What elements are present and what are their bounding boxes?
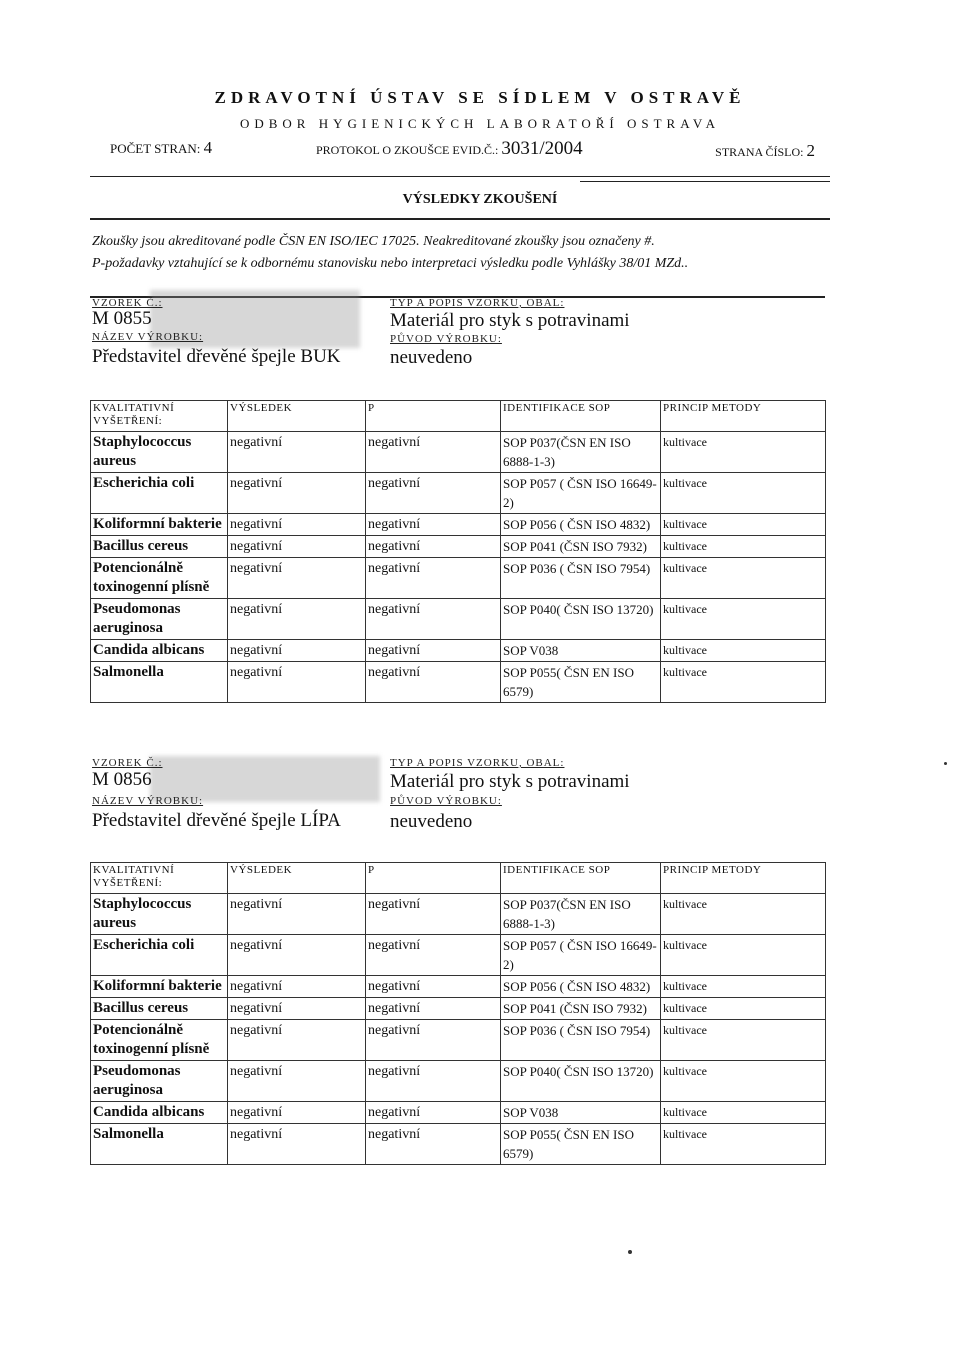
col-header-result: VÝSLEDEK (228, 863, 366, 894)
sop-cell: SOP P036 ( ČSN ISO 7954) (501, 558, 661, 599)
p-cell: negativní (366, 599, 501, 640)
method-cell: kultivace (661, 998, 826, 1020)
organism-cell: Salmonella (91, 1124, 228, 1165)
sample-1-product: Představitel dřevěné špejle BUK (92, 346, 341, 367)
p-cell: negativní (366, 662, 501, 703)
p-cell: negativní (366, 1020, 501, 1061)
result-cell: negativní (228, 998, 366, 1020)
sample-2-product: Představitel dřevěné špejle LÍPA (92, 810, 341, 831)
table-row (91, 1124, 826, 1165)
method-cell: kultivace (661, 599, 826, 640)
results-table-2 (90, 862, 826, 1165)
method-cell: kultivace (661, 558, 826, 599)
method-cell: kultivace (661, 976, 826, 998)
result-cell: negativní (228, 1061, 366, 1102)
sample-2-id-label: VZOREK Č.: (92, 757, 163, 769)
sample-2-id: M 0856 (92, 769, 152, 790)
sop-cell: SOP V038 (501, 1102, 661, 1124)
method-cell: kultivace (661, 432, 826, 473)
organism-cell: Koliformní bakterie (91, 514, 228, 536)
method-cell: kultivace (661, 935, 826, 976)
p-cell: negativní (366, 894, 501, 935)
p-cell: negativní (366, 935, 501, 976)
requirements-note: P-požadavky vztahující se k odbornému stanovisku nebo interpretaci výsledku podle Vyhlášky 38/01 MZd.. (92, 256, 689, 271)
table-row (91, 514, 826, 536)
result-cell: negativní (228, 514, 366, 536)
table-row (91, 473, 826, 514)
p-cell: negativní (366, 536, 501, 558)
sample-2-type-label: TYP A POPIS VZORKU, OBAL: (390, 757, 565, 769)
page-count (110, 138, 212, 158)
organism-cell: Staphylococcus aureus (91, 894, 228, 935)
method-cell: kultivace (661, 1102, 826, 1124)
sop-cell: SOP P040( ČSN ISO 13720) (501, 599, 661, 640)
p-cell: negativní (366, 640, 501, 662)
sample-1-product-label: NÁZEV VÝROBKU: (92, 331, 204, 343)
organism-cell: Escherichia coli (91, 935, 228, 976)
method-cell: kultivace (661, 536, 826, 558)
sop-cell: SOP P041 (ČSN ISO 7932) (501, 998, 661, 1020)
section-divider (90, 218, 830, 220)
institution-title: ZDRAVOTNÍ ÚSTAV SE SÍDLEM V OSTRAVĚ (214, 88, 746, 107)
p-cell: negativní (366, 998, 501, 1020)
table-row (91, 1102, 826, 1124)
table-row (91, 432, 826, 473)
sample-1-origin: neuvedeno (390, 347, 473, 368)
table-row (91, 894, 826, 935)
sample-1-type: Materiál pro styk s potravinami (390, 310, 630, 331)
department-subtitle: ODBOR HYGIENICKÝCH LABORATOŘÍ OSTRAVA (239, 116, 721, 131)
sop-cell: SOP P055( ČSN EN ISO 6579) (501, 1124, 661, 1165)
table-row (91, 1061, 826, 1102)
result-cell: negativní (228, 935, 366, 976)
method-cell: kultivace (661, 1124, 826, 1165)
method-cell: kultivace (661, 1020, 826, 1061)
p-cell: negativní (366, 976, 501, 998)
page-number-value: 2 (806, 141, 815, 160)
table-row (91, 935, 826, 976)
result-cell: negativní (228, 558, 366, 599)
method-cell: kultivace (661, 662, 826, 703)
protocol-number-value: 3031/2004 (501, 138, 583, 159)
table-row (91, 976, 826, 998)
scan-speck (628, 1250, 632, 1254)
p-cell: negativní (366, 1061, 501, 1102)
col-header-p: P (366, 401, 501, 432)
col-header-test: KVALITATIVNÍ VYŠETŘENÍ: (91, 401, 228, 432)
p-cell: negativní (366, 1102, 501, 1124)
organism-cell: Potencionálně toxinogenní plísně (91, 558, 228, 599)
p-cell: negativní (366, 473, 501, 514)
organism-cell: Salmonella (91, 662, 228, 703)
p-cell: negativní (366, 558, 501, 599)
method-cell: kultivace (661, 1061, 826, 1102)
sample-1-origin-label: PŮVOD VÝROBKU: (390, 333, 502, 345)
col-header-method: PRINCIP METODY (661, 401, 826, 432)
col-header-result: VÝSLEDEK (228, 401, 366, 432)
p-cell: negativní (366, 1124, 501, 1165)
table-row (91, 998, 826, 1020)
p-cell: negativní (366, 432, 501, 473)
results-table-1 (90, 400, 826, 703)
table-row (91, 1020, 826, 1061)
result-cell: negativní (228, 473, 366, 514)
table-header-row (91, 863, 826, 894)
sop-cell: SOP P036 ( ČSN ISO 7954) (501, 1020, 661, 1061)
col-header-sop: IDENTIFIKACE SOP (501, 401, 661, 432)
sop-cell: SOP P055( ČSN EN ISO 6579) (501, 662, 661, 703)
result-cell: negativní (228, 662, 366, 703)
table-row (91, 536, 826, 558)
page-number-label: STRANA ČÍSLO: (715, 145, 804, 159)
method-cell: kultivace (661, 514, 826, 536)
organism-cell: Candida albicans (91, 1102, 228, 1124)
organism-cell: Candida albicans (91, 640, 228, 662)
result-cell: negativní (228, 894, 366, 935)
sample-2-origin-label: PŮVOD VÝROBKU: (390, 795, 502, 807)
page-count-value: 4 (203, 138, 213, 157)
table-row (91, 599, 826, 640)
header-divider-short (580, 181, 830, 182)
result-cell: negativní (228, 536, 366, 558)
protocol-number (316, 138, 583, 160)
sop-cell: SOP P037(ČSN EN ISO 6888-1-3) (501, 894, 661, 935)
sample-1-type-label: TYP A POPIS VZORKU, OBAL: (390, 297, 565, 309)
table-header-row (91, 401, 826, 432)
table-row (91, 558, 826, 599)
protocol-label: PROTOKOL O ZKOUŠCE EVID.Č.: (316, 143, 499, 157)
scan-speck (944, 762, 947, 765)
organism-cell: Staphylococcus aureus (91, 432, 228, 473)
organism-cell: Escherichia coli (91, 473, 228, 514)
sop-cell: SOP P040( ČSN ISO 13720) (501, 1061, 661, 1102)
accreditation-note: Zkoušky jsou akreditované podle ČSN EN ISO/IEC 17025. Neakreditované zkoušky jsou označeny #. (92, 234, 655, 249)
p-cell: negativní (366, 514, 501, 536)
sop-cell: SOP V038 (501, 640, 661, 662)
method-cell: kultivace (661, 473, 826, 514)
sop-cell: SOP P057 ( ČSN ISO 16649-2) (501, 935, 661, 976)
header-divider (90, 176, 830, 177)
result-cell: negativní (228, 976, 366, 998)
sample-2-type: Materiál pro styk s potravinami (390, 771, 630, 792)
organism-cell: Pseudomonas aeruginosa (91, 599, 228, 640)
sop-cell: SOP P037(ČSN EN ISO 6888-1-3) (501, 432, 661, 473)
result-cell: negativní (228, 1102, 366, 1124)
method-cell: kultivace (661, 640, 826, 662)
sample-2-product-label: NÁZEV VÝROBKU: (92, 795, 204, 807)
result-cell: negativní (228, 432, 366, 473)
col-header-method: PRINCIP METODY (661, 863, 826, 894)
table-row (91, 640, 826, 662)
sop-cell: SOP P056 ( ČSN ISO 4832) (501, 514, 661, 536)
col-header-test: KVALITATIVNÍ VYŠETŘENÍ: (91, 863, 228, 894)
sop-cell: SOP P041 (ČSN ISO 7932) (501, 536, 661, 558)
result-cell: negativní (228, 1020, 366, 1061)
sop-cell: SOP P056 ( ČSN ISO 4832) (501, 976, 661, 998)
sop-cell: SOP P057 ( ČSN ISO 16649-2) (501, 473, 661, 514)
table-row (91, 662, 826, 703)
organism-cell: Pseudomonas aeruginosa (91, 1061, 228, 1102)
protocol-meta-row (110, 138, 815, 162)
page-number (715, 141, 815, 161)
organism-cell: Koliformní bakterie (91, 976, 228, 998)
sample-2-origin: neuvedeno (390, 811, 473, 832)
method-cell: kultivace (661, 894, 826, 935)
organism-cell: Potencionálně toxinogenní plísně (91, 1020, 228, 1061)
sample-1-id: M 0855 (92, 308, 152, 329)
col-header-p: P (366, 863, 501, 894)
result-cell: negativní (228, 1124, 366, 1165)
result-cell: negativní (228, 640, 366, 662)
organism-cell: Bacillus cereus (91, 536, 228, 558)
col-header-sop: IDENTIFIKACE SOP (501, 863, 661, 894)
sample-1-id-label: VZOREK Č.: (92, 297, 163, 309)
result-cell: negativní (228, 599, 366, 640)
organism-cell: Bacillus cereus (91, 998, 228, 1020)
section-title: VÝSLEDKY ZKOUŠENÍ (402, 192, 558, 207)
page-count-label: POČET STRAN: (110, 141, 201, 156)
